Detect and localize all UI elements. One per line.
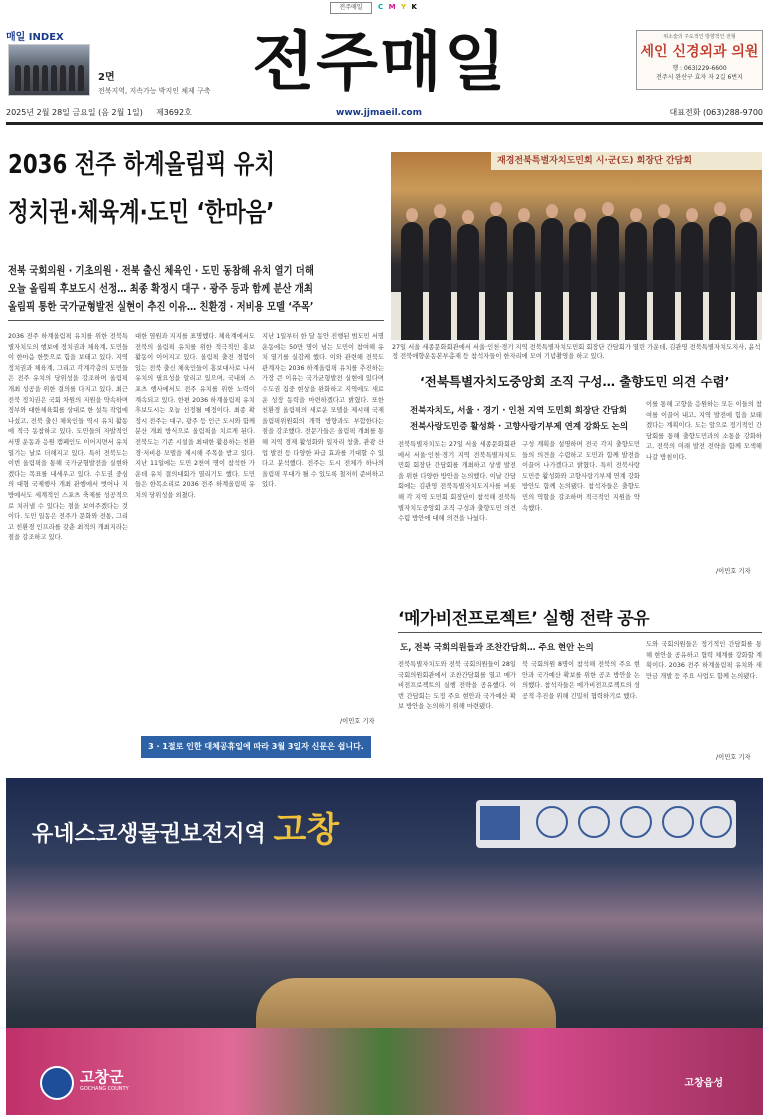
issue-date: 2025년 2월 28일 금요일 (음 2월 1일) (6, 108, 143, 117)
mega-column-1: 전북특별자치도와 전북 국회의원들이 28일 국회의원회관에서 조찬간담회를 열고 메가비전프로젝트의 실행 전략을 공유했다. 이번 간담회는 도정 주요 현안과 국가예산 확보 방안을 논의하기 위해 마련됐다. (398, 661, 516, 711)
main-phone: 대표전화 (063)288-9700 (669, 108, 763, 117)
mega-byline: /이민호 기자 (716, 754, 751, 761)
cmyk-c: C (378, 3, 384, 11)
header-rule (6, 122, 763, 125)
index-caption: 전북지역, 지속가능 박지인 체제 구축 (98, 87, 211, 95)
lead-column-1: 2036 전주 하계올림픽 유치를 위한 전북특별자치도의 행보에 정치권과 체육계, 도민들이 한마음 한뜻으로 힘을 보태고 있다. 지역 정치권과 체육계, 그리고 각계각층의 도민들은 전주 유치의 당위성을 강조하며 올림픽 개최 성공을 위한 결의를 다지고 있다. 최근 전북 정치권은 국회 차원의 지원을 약속하며 정부와 대한체육회를 상대로 한 설득 작업에 나섰고, 전북 출신 체육인들 역시 유치 활동에 적극 동참하고 있다. 도민들의 자발적인 서명 운동과 응원 캠페인도 이어지면서 유치 열기는 날로 더해지고 있다. 특히 전북도는 이번 올림픽을 통해 국가균형발전을 실현하겠다는 목표를 내세우고 있다. 수도권 중심의 대형 국제행사 개최 관행에서 벗어나 지방에서도 세계적인 스포츠 축제를 성공적으로 치러낼 수 있다는 점을 보여주겠다는 것이다. 도민 일동은 전주가 문화와 전통, 그리고 친환경 인프라를 갖춘 최적의 개최지라는 점을 강조하고 있다. (8, 333, 128, 542)
badge-icon (700, 806, 732, 838)
mid-column-1: 전북특별자치도는 27일 서울 세종문화회관에서 서울·인천·경기 지역 전북특별자치도민회 회장단 간담회를 개최하고 상생 발전을 위한 다양한 방안을 논의했다. 이날 간담회에는 김관영 전북특별자치도지사를 비롯해 각 지역 도민회 회장단이 참석해 전북특별자치도중앙회 조직 구성과 출향도민 의견 수렴 방안에 대해 의견을 나눴다. (398, 441, 516, 523)
unesco-emblem-icon (480, 806, 520, 840)
masthead: 전주매일 (252, 25, 508, 100)
unesco-badges (476, 800, 736, 848)
lead-column-2: 대한 염원과 지지를 표명했다. 체육계에서도 전북의 올림픽 유치를 위한 적극적인 홍보 활동이 이어지고 있다. 올림픽 출전 경험이 있는 전북 출신 체육인들이 홍보대사로 나서 유치의 필요성을 알리고 있으며, 국내외 스포츠 행사에서도 전주 유치를 위한 노력이 계속되고 있다. 한편 2036 하계올림픽 유치 후보도시는 오늘 선정될 예정이다. 최종 확정시 전주는 대구, 광주 등 인근 도시와 함께 분산 개최 방식으로 올림픽을 치르게 된다. 전북도는 기존 시설을 최대한 활용하는 친환경·저비용 모델을 제시해 주목을 받고 있다. 지난 11일에는 도민 2천여 명이 참석한 가운데 유치 결의대회가 열리기도 했다. 도민들은 한목소리로 2036 전주 하계올림픽 유치의 당위성을 외쳤다. (135, 333, 255, 499)
mid-headline: ‘전북특별자치도중앙회 조직 구성… 출향도민 의견 수렴’ (420, 374, 730, 389)
mid-subhead-2: 전북사랑도민증 활성화 · 고향사랑기부제 연계 강화도 논의 (410, 422, 629, 432)
photo-banner: 재경전북특별자치도민회 시·군(도) 회장단 간담회 (491, 152, 762, 170)
lead-headline-1: 2036 전주 하계올림픽 유치 (8, 150, 275, 180)
lead-headline-2: 정치권·체육계·도민 ‘한마음’ (8, 198, 275, 228)
gochang-advertisement (6, 778, 763, 1115)
cmyk-y: Y (400, 3, 407, 11)
mid-subhead-1: 전북자치도, 서울 · 경기 · 인천 지역 도민회 회장단 간담회 (410, 406, 627, 416)
issue-number: 제3692호 (156, 108, 192, 117)
holiday-notice: 3 · 1절로 인한 대체공휴일에 따라 3월 3일자 신문은 쉽니다. (141, 736, 371, 758)
lead-column-3: 지난 1일부터 한 달 동안 진행된 범도민 서명운동에는 50만 명이 넘는 도민이 참여해 유치 열기를 실감케 했다. 이와 관련해 전북도 관계자는 2036 하계올림픽 유치를 추진하는 가장 큰 이유는 국가균형발전 실현에 있다며 수도권 집중 현상을 완화하고 지역에도 새로운 성장 동력을 마련하겠다고 밝혔다. 또한 친환경 올림픽의 새로운 모델을 제시해 국제올림픽위원회의 개혁 방향과도 부합한다는 점을 강조했다. 전문가들은 올림픽 개최를 통해 지역 경제 활성화와 일자리 창출, 관광 산업 발전 등 다양한 파급 효과를 기대할 수 있다고 분석했다. 전주는 도시 전체가 하나의 올림픽 무대가 될 수 있도록 철저히 준비하고 있다. (262, 333, 384, 489)
mid-column-3: 이를 통해 고향을 응원하는 모든 이들의 참여를 이끌어 내고, 지역 발전에 힘을 보태겠다는 계획이다. 도는 앞으로 정기적인 간담회를 통해 출향도민과의 소통을 강화하고, 전북의 미래 발전 전략을 함께 모색해 나갈 방침이다. (646, 401, 762, 461)
index-page: 2면 (98, 72, 115, 83)
lead-subhead-3: 올림픽 통한 국가균형발전 실현이 추진 이유… 친환경 · 저비용 모델 ‘주목’ (8, 300, 314, 313)
badge-icon (536, 806, 568, 838)
cmyk-k: K (411, 3, 417, 11)
index-title: 매일 INDEX (6, 32, 64, 43)
badge-icon (620, 806, 652, 838)
mega-subhead: 도, 전북 국회의원들과 조찬간담회… 주요 현안 논의 (400, 643, 594, 653)
site-url[interactable]: www.jjmaeil.com (336, 108, 422, 118)
top-ad-address: 전주시 완산구 효자 자 2길 6번지 (656, 74, 743, 81)
index-thumbnail (8, 44, 90, 96)
group-photo (391, 152, 762, 340)
badge-icon (578, 806, 610, 838)
mid-column-2: 구성 계획을 설명하며 전국 각지 출향도민들의 의견을 수렴하고 도민과 함께 발전을 이끌어 나가겠다고 밝혔다. 특히 전북사랑도민증 활성화와 고향사랑기부제 연계 강화 방안도 함께 논의됐다. 참석자들은 출향도민의 역할을 강조하며 적극적인 지원을 약속했다. (522, 441, 640, 512)
ad-title-main: 고창 (273, 810, 340, 850)
place-name: 고창읍성 (684, 1078, 723, 1089)
top-ad-phone: 행 : 063)229-6600 (672, 65, 727, 72)
top-ad-line1: 위소술의 주도적인 방향적인 전형 (663, 34, 736, 40)
mega-rule (398, 632, 762, 633)
ad-title-prefix: 유네스코생물권보전지역 (32, 822, 266, 847)
gochang-logo-icon (40, 1066, 74, 1100)
mega-column-2: 북 국회의원 8명이 참석해 전북의 주요 현안과 국가예산 확보를 위한 공조 방안을 논의했다. 참석자들은 메가비전프로젝트의 성공적 추진을 위해 긴밀히 협력하기로 했다. (522, 661, 640, 700)
mega-column-3: 도와 국회의원들은 정기적인 간담회를 통해 현안을 공유하고 협력 체계를 강화할 계획이다. 2036 전주 하계올림픽 유치와 새만금 개발 등 주요 사업도 함께 논의됐다. (646, 641, 762, 680)
cmyk-m: M (388, 3, 396, 11)
ad-title (32, 802, 339, 851)
photo-caption: 27일 서울 세종문화회관에서 서울·인천·경기 지역 전북특별자치도민회 회장단 간담회가 열린 가운데, 김관영 전북특별자치도지사, 윤석정 전북애향운동본부총재 등 참석자들이 한자리에 모여 기념촬영을 하고 있다. (392, 344, 761, 360)
lead-subhead-2: 오늘 올림픽 후보도시 선정… 최종 확정시 대구 · 광주 등과 함께 분산 개최 (8, 282, 313, 295)
lead-subhead-1: 전북 국회의원 · 기초의원 · 전북 출신 체육인 · 도민 동참해 유치 열기 더해 (8, 264, 314, 277)
badge-icon (662, 806, 694, 838)
mega-headline: ‘메가비전프로젝트’ 실행 전략 공유 (398, 609, 650, 629)
county-name: 고창군 (80, 1068, 124, 1086)
mid-byline: /이민호 기자 (716, 568, 751, 575)
proof-label: 전주매일 (330, 2, 372, 14)
subhead-rule (8, 320, 384, 321)
county-english: GOCHANG COUNTY (80, 1086, 129, 1092)
index-box (6, 28, 211, 100)
top-ad (636, 30, 763, 90)
dateline (6, 106, 763, 120)
cmyk-marks (378, 3, 420, 11)
top-ad-name: 세인 신경외과 의원 (640, 44, 759, 60)
lead-byline: /이민호 기자 (340, 718, 375, 725)
